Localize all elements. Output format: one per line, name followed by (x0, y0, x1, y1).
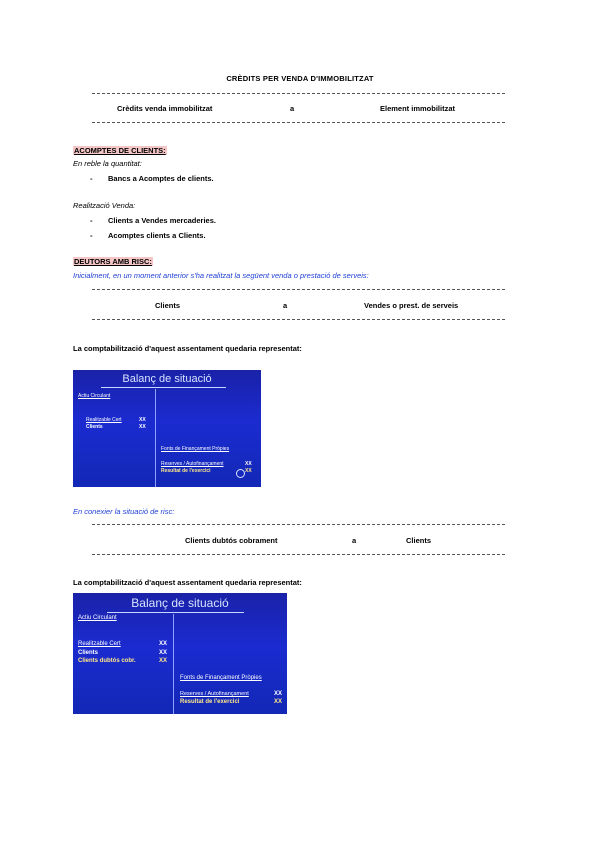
entry1-connector: a (290, 104, 295, 113)
entry-divider-top (92, 289, 505, 290)
list-item: - Acomptes clients a Clients. (90, 231, 206, 240)
left-row-value: XX (159, 658, 168, 664)
entry2-debit: Clients (155, 301, 181, 310)
left-row-label: Clients dubtós cobr. (78, 658, 136, 664)
left-header: Actiu Circulant (78, 615, 117, 621)
section2-intro: Inicialment, en un moment anterior s'ha realitzat la següent venda o prestació de serveis: (73, 271, 369, 280)
title-underline (101, 387, 226, 388)
balance-sheet-1 (73, 370, 261, 487)
cursor-icon (236, 469, 245, 478)
left-row-label: Clients (78, 650, 99, 656)
section-heading-deutors: DEUTORS AMB RISC: (74, 257, 152, 266)
left-header: Actiu Circulant (78, 393, 111, 399)
right-header: Fonts de Finançament Pròpies (180, 675, 262, 681)
right-row-value: XX (274, 691, 283, 697)
right-row-label: Resultat de l'exercici (161, 468, 211, 474)
right-row-value: XX (274, 699, 283, 705)
balance-sheet-2 (73, 593, 287, 714)
entry2-credit: Vendes o prest. de serveis (364, 301, 459, 310)
left-row-value: XX (159, 650, 168, 656)
title-underline (107, 612, 244, 613)
list-item: - Bancs a Acomptes de clients. (90, 174, 214, 183)
risk-intro: En conexier la situació de risc: (73, 507, 175, 516)
subheading-reble: En reble la quantitat: (73, 159, 142, 168)
document-title: CRÈDITS PER VENDA D'IMMOBILITZAT (226, 74, 374, 83)
entry-divider-top (92, 93, 505, 94)
entry-divider-top (92, 524, 505, 525)
entry3-credit: Clients (406, 536, 432, 545)
left-row-label: Realitzable Cert (86, 417, 122, 423)
entry1-debit: Crèdits venda immobilitzat (117, 104, 213, 113)
entry3-connector: a (352, 536, 357, 545)
left-row-value: XX (139, 417, 146, 423)
left-row-value: XX (159, 641, 168, 647)
list-item: - Clients a Vendes mercaderies. (90, 216, 216, 225)
entry-divider-bottom (92, 319, 505, 320)
entry2-connector: a (283, 301, 288, 310)
entry1-credit: Element immobilitzat (380, 104, 456, 113)
right-row-label: Reserves / Autofinançament (180, 691, 249, 697)
right-header: Fonts de Finançament Pròpies (161, 446, 230, 452)
column-divider (155, 389, 156, 487)
left-row-label: Clients (86, 424, 103, 430)
paragraph-comptabilitzacio-2: La comptabilització d'aquest assentament quedaria representat: (73, 578, 302, 587)
paragraph-comptabilitzacio-1: La comptabilització d'aquest assentament quedaria representat: (73, 344, 302, 353)
entry3-debit: Clients dubtós cobrament (185, 536, 278, 545)
left-row-value: XX (139, 424, 146, 430)
section-heading-acomptes: ACOMPTES DE CLIENTS: (74, 146, 166, 155)
balance-sheet-title: Balanç de situació (131, 596, 229, 610)
entry-divider-bottom (92, 554, 505, 555)
right-row-label: Resultat de l'exercici (180, 699, 240, 705)
right-row-value: XX (245, 468, 252, 474)
subheading-realitzacio: Realització Venda: (73, 201, 136, 210)
entry-divider-bottom (92, 122, 505, 123)
left-row-label: Realitzable Cert (78, 641, 121, 647)
balance-sheet-title: Balanç de situació (122, 373, 212, 385)
right-row-label: Reserves / Autofinançament (161, 461, 224, 467)
column-divider (173, 614, 174, 714)
right-row-value: XX (245, 461, 252, 467)
